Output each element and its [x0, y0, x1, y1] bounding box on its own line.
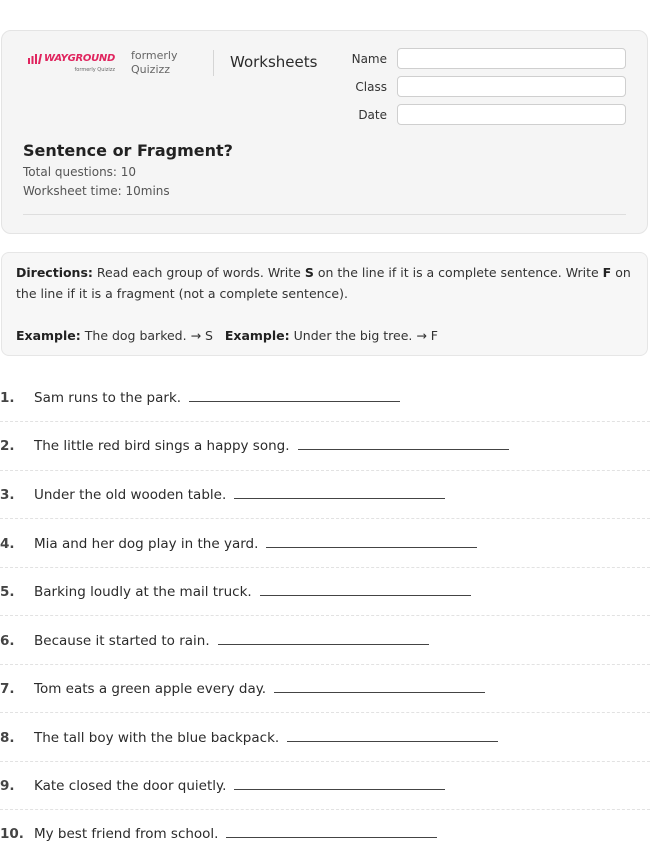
logo-subtext: formerly Quizizz [74, 67, 116, 73]
directions-card [1, 252, 648, 356]
question-text: Mia and her dog play in the yard. [34, 536, 259, 552]
question-row [0, 374, 650, 422]
question-row [0, 665, 650, 713]
question-text: Kate closed the door quietly. [34, 778, 227, 794]
wayground-logo [28, 53, 115, 73]
question-text: The little red bird sings a happy song. [34, 438, 290, 454]
question-row [0, 811, 650, 842]
question-number: 10. [0, 826, 24, 842]
question-number: 1. [0, 390, 15, 406]
answer-line[interactable] [218, 643, 429, 645]
answer-line[interactable] [226, 836, 437, 838]
formerly-quizizz-label: formerly Quizizz [131, 49, 178, 76]
class-field[interactable] [397, 76, 626, 97]
date-label: Date [358, 108, 387, 122]
question-number: 3. [0, 487, 15, 503]
question-row [0, 423, 650, 471]
question-row [0, 520, 650, 568]
question-text: Because it started to rain. [34, 633, 210, 649]
directions-text: Directions: Read each group of words. Write S on the line if it is a complete sentence. Write F on the line if it is a fragment (not a complete sentence). [16, 265, 631, 301]
answer-line[interactable] [189, 400, 400, 402]
question-number: 8. [0, 730, 15, 746]
question-number: 2. [0, 438, 15, 454]
question-text: Tom eats a green apple every day. [34, 681, 267, 697]
question-number: 7. [0, 681, 15, 697]
question-number: 6. [0, 633, 15, 649]
question-row [0, 617, 650, 665]
question-number: 9. [0, 778, 15, 794]
worksheet-time: Worksheet time: 10mins [23, 184, 170, 198]
wayground-mark-icon [28, 54, 42, 64]
header-divider [213, 50, 214, 76]
answer-line[interactable] [234, 497, 445, 499]
total-questions: Total questions: 10 [23, 165, 137, 179]
question-text: My best friend from school. [34, 826, 219, 842]
name-field[interactable] [397, 48, 626, 69]
question-row [0, 762, 650, 810]
examples-text: Example: The dog barked. → S Example: Under the big tree. → F [16, 328, 438, 343]
question-row [0, 714, 650, 762]
question-number: 5. [0, 584, 15, 600]
question-number: 4. [0, 536, 15, 552]
question-text: Under the old wooden table. [34, 487, 227, 503]
date-field[interactable] [397, 104, 626, 125]
class-label: Class [355, 80, 387, 94]
name-label: Name [351, 52, 387, 66]
answer-line[interactable] [266, 546, 477, 548]
question-row [0, 471, 650, 519]
answer-line[interactable] [298, 448, 509, 450]
answer-line[interactable] [287, 740, 498, 742]
question-text: The tall boy with the blue backpack. [34, 730, 280, 746]
question-text: Sam runs to the park. [34, 390, 182, 406]
answer-line[interactable] [274, 691, 485, 693]
worksheets-label: Worksheets [230, 53, 318, 71]
worksheet-title: Sentence or Fragment? [23, 141, 233, 160]
logo-text: WAYGROUND [44, 53, 116, 64]
answer-line[interactable] [260, 594, 471, 596]
answer-line[interactable] [234, 788, 445, 790]
header-bottom-divider [23, 214, 626, 215]
question-text: Barking loudly at the mail truck. [34, 584, 252, 600]
question-row [0, 568, 650, 616]
